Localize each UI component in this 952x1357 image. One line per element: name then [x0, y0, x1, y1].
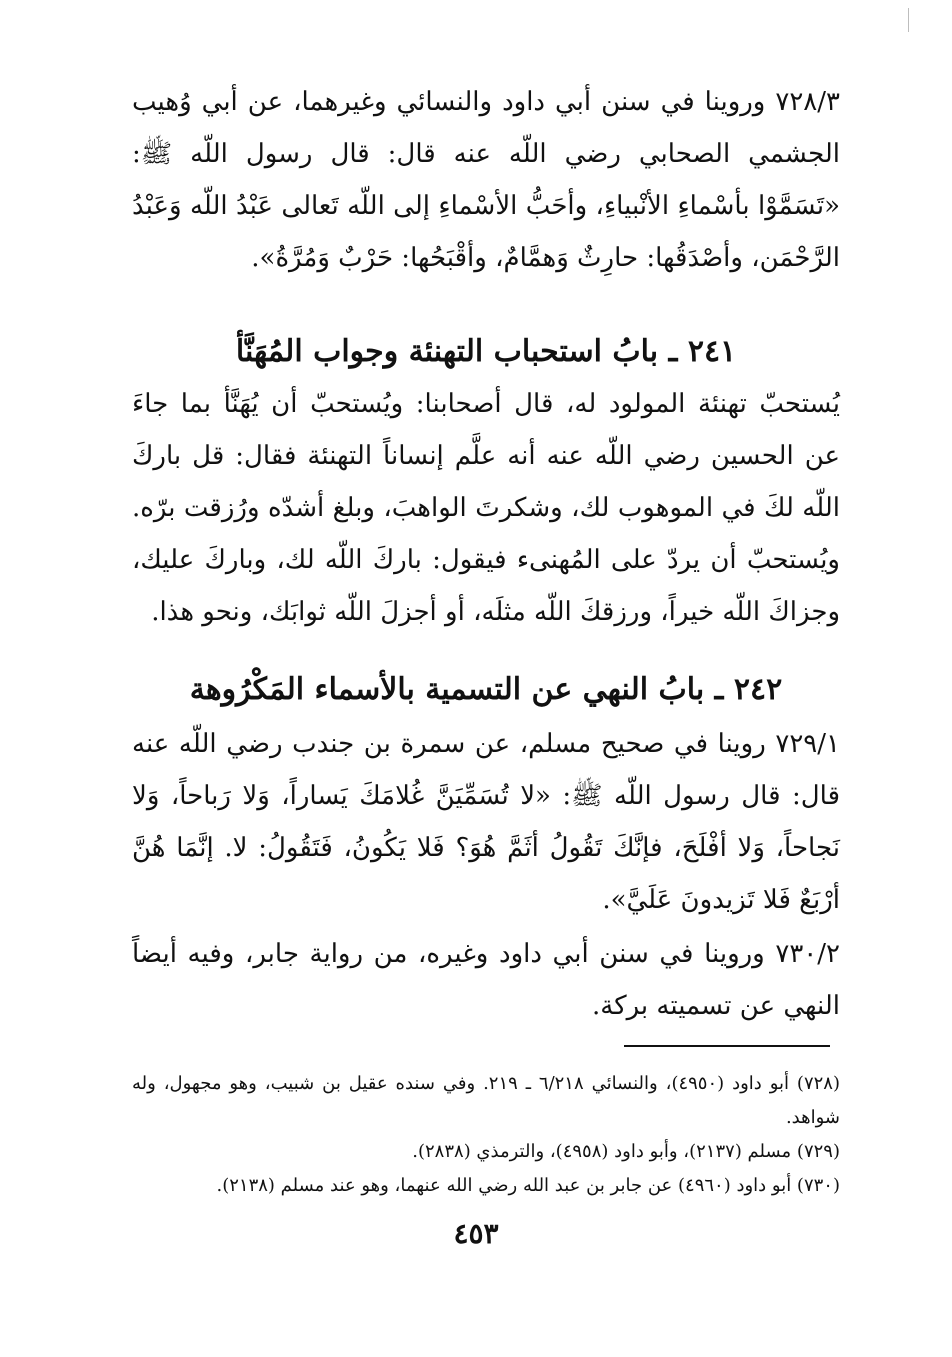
footnotes	[132, 1067, 840, 1203]
hadith-728: ٧٢٨/٣ وروينا في سنن أبي داود والنسائي وغيرهما، عن أبي وُهيب الجشمي الصحابي رضي اللّه عنه قال: قال رسول اللّه ﷺ: «تَسَمَّوْا بأسْماءِ الأنْبياءِ، وأحَبُّ الأسْماءِ إلى اللّه تَعالى عَبْدُ اللّه وَعَبْدُ الرَّحْمَن، وأصْدَقُها: حارِثٌ وَهمَّامٌ، وأقْبَحُها: حَرْبٌ وَمُرَّةُ».	[132, 87, 840, 273]
chapter-241-heading: ٢٤١ ـ بابُ استحباب التهنئة وجواب المُهَنَّأ	[235, 334, 737, 369]
hadith-729: ٧٢٩/١ روينا في صحيح مسلم، عن سمرة بن جندب رضي اللّه عنه قال: قال رسول اللّه ﷺ: «لا تُسَمِّيَنَّ غُلامَكَ يَساراً، وَلا رَباحاً، وَلا نَجاحاً، وَلا أفْلَحَ، فإنَّكَ تَقُولُ أثَمَّ هُوَ؟ فَلا يَكُونُ، فَتَقُولُ: لا. إنَّمَا هُنَّ أرْبَعٌ فَلا تَزيدونَ عَلَيَّ».	[132, 729, 840, 915]
footnote-729: (٧٢٩) مسلم (٢١٣٧)، وأبو داود (٤٩٥٨)، والترمذي (٢٨٣٨).	[412, 1141, 840, 1162]
scan-edge-mark	[908, 8, 909, 32]
hadith-729-block	[132, 718, 840, 926]
hadith-728-block	[132, 76, 840, 284]
footnote-divider	[624, 1045, 830, 1047]
hadith-730: ٧٣٠/٢ وروينا في سنن أبي داود وغيره، من رواية جابر، وفيه أيضاً النهي عن تسميته بركة.	[132, 939, 840, 1021]
chapter-241-block	[132, 378, 840, 638]
hadith-730-block	[132, 928, 840, 1032]
chapter-241-body: يُستحبّ تهنئة المولود له، قال أصحابنا: ويُستحبّ أن يُهَنَّأ بما جاءَ عن الحسين رضي اللّه عنه أنه علَّم إنساناً التهنئة فقال: قل باركَ اللّه لكَ في الموهوب لك، وشكرتَ الواهبَ، وبلغ أشدّه ورُزقت برّه. ويُستحبّ أن يردّ على المُهنىء فيقول: باركَ اللّه لك، وباركَ عليك، وجزاكَ اللّه خيراً، ورزقكَ اللّه مثلَه، أو أجزلَ اللّه ثوابَك، ونحو هذا.	[132, 389, 840, 627]
page-number: ٤٥٣	[453, 1217, 499, 1250]
footnote-728: (٧٢٨) أبو داود (٤٩٥٠)، والنسائي ٦/٢١٨ ـ ٢١٩. وفي سنده عقيل بن شبيب، وهو مجهول، وله شواهد.	[132, 1073, 840, 1128]
chapter-242-heading: ٢٤٢ ـ بابُ النهي عن التسمية بالأسماء المَكْرُوهة	[189, 672, 783, 707]
footnote-730: (٧٣٠) أبو داود (٤٩٦٠) عن جابر بن عبد الله رضي الله عنهما، وهو عند مسلم (٢١٣٨).	[216, 1175, 840, 1196]
